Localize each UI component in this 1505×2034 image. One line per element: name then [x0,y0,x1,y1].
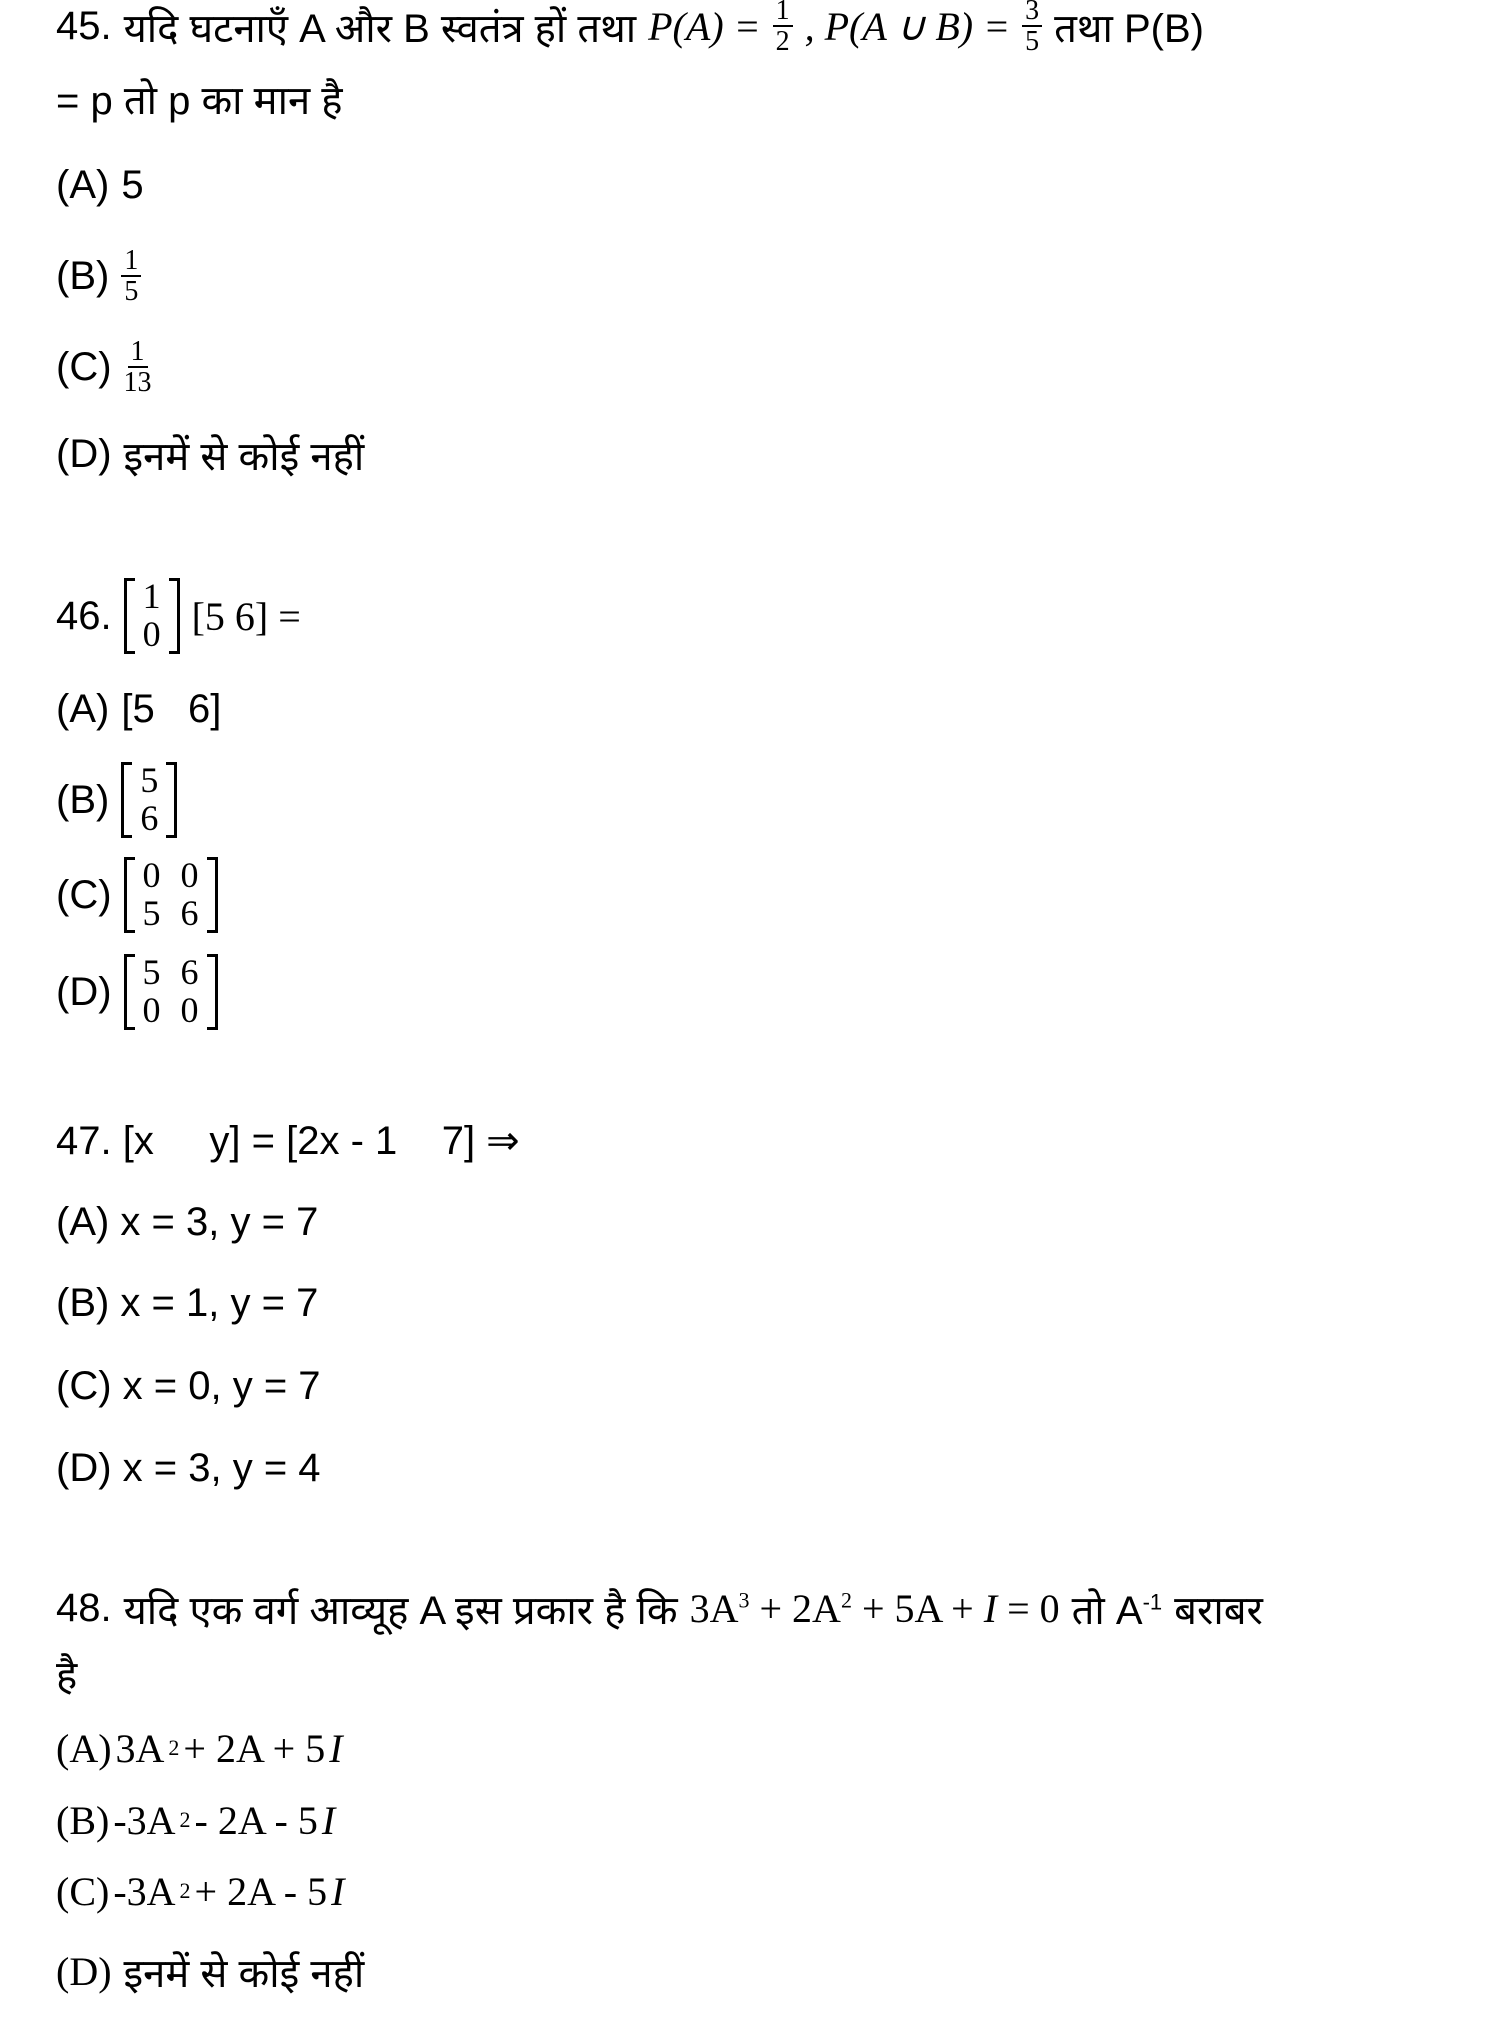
option-text: (A) x = 3, y = 7 [56,1199,319,1244]
term: + 5A + [861,1585,974,1631]
num: 1 [128,337,148,368]
term: + 2A + 5 [183,1725,326,1771]
option-text: (D) x = 3, y = 4 [56,1445,321,1490]
cell: 0 [142,855,161,896]
num: 1 [773,0,793,27]
question-number: 48. [56,1585,112,1630]
question-text: बराबर [1174,1588,1263,1633]
exp: 2 [179,1878,191,1903]
term: -3A [113,1868,176,1914]
value: [5 6] [121,686,222,731]
label: (C) [56,872,112,917]
exp: 3 [738,1587,750,1613]
option-d [56,1941,364,2001]
q48-line1 [56,1578,1263,1638]
math: P(A) = [648,3,761,49]
value: इनमें से कोई नहीं [123,434,365,479]
cell: 0 [142,614,161,654]
option-text: (C) x = 0, y = 7 [56,1363,321,1408]
q45-line2 [56,68,343,128]
cell: 5 [140,760,159,801]
question-text: 47. [x y] = [2x - 1 7] ⇒ [56,1119,520,1163]
identity: I [329,1725,343,1771]
row-matrix: [5 6] = [191,593,301,639]
option-c [56,1861,344,1921]
q46-question [56,576,301,654]
term: + 2A [759,1585,841,1631]
option-b [56,246,141,306]
question-number: 45. [56,3,112,48]
exp: 2 [840,1587,852,1613]
label: (D) [56,969,112,1014]
exp: -1 [1142,1589,1163,1615]
den: 13 [123,367,152,398]
num: 1 [121,246,141,277]
cell: 0 [180,990,199,1030]
term: + 2A - 5 [194,1868,328,1914]
label: (D) [56,1948,112,1994]
label: (B) [56,253,110,298]
value: 5 [121,162,144,207]
math: , P(A ∪ B) = [804,3,1011,49]
option-text: (B) x = 1, y = 7 [56,1280,319,1325]
term: -3A [113,1797,176,1843]
cell: 0 [180,855,199,896]
q47-question [56,1111,520,1171]
term: = 0 [1007,1585,1060,1631]
label: (B) [56,777,110,822]
option-d [56,1438,321,1498]
option-b [56,760,177,838]
value: इनमें से कोई नहीं [123,1951,365,1996]
option-a [56,155,144,215]
cell: 1 [142,576,161,617]
column-matrix [124,578,180,654]
question-text: तो A [1071,1588,1143,1633]
identity: I [983,1585,998,1631]
num: 3 [1022,0,1042,27]
question-text: है [56,1653,78,1698]
label: (A) [56,1725,112,1771]
question-text: = p तो p का मान है [56,78,343,123]
exp: 2 [179,1807,191,1832]
cell: 6 [180,952,199,993]
option-a [56,679,221,739]
cell: 5 [142,952,161,993]
cell: 6 [140,798,159,838]
cell: 6 [180,893,199,933]
option-b [56,1790,335,1850]
label: (C) [56,344,112,389]
den: 2 [775,26,790,57]
term: - 2A - 5 [194,1797,318,1843]
identity: I [331,1868,345,1914]
option-a [56,1192,318,1252]
cell: 5 [142,893,161,933]
equation [690,1585,1060,1632]
q48-line2 [56,1643,77,1703]
term: 3A [115,1725,165,1771]
cell: 0 [142,990,161,1030]
fraction [121,246,141,307]
matrix [124,954,218,1030]
exp: 2 [168,1735,180,1760]
option-a [56,1718,343,1778]
label: (D) [56,431,112,476]
label: (B) [56,1797,110,1843]
question-text: यदि एक वर्ग आव्यूह A इस प्रकार है कि [123,1588,678,1633]
option-d [56,952,218,1030]
fraction [1022,0,1042,56]
question-text: यदि घटनाएँ A और B स्वतंत्र हों तथा [123,6,637,51]
fraction [124,337,152,398]
den: 5 [124,276,139,307]
matrix [121,762,177,838]
identity: I [321,1797,336,1843]
option-b [56,1273,318,1333]
option-d [56,424,364,484]
label: (A) [56,162,110,207]
label: (A) [56,686,110,731]
den: 5 [1025,26,1040,57]
question-text: तथा P(B) [1054,6,1204,51]
option-c [56,337,152,397]
q45-line1 [56,0,1204,56]
option-c [56,1356,321,1416]
fraction [773,0,793,56]
question-number: 46. [56,593,112,638]
term: 3A [689,1585,739,1631]
label: (C) [56,1868,110,1914]
option-c [56,855,218,933]
matrix [124,857,218,933]
